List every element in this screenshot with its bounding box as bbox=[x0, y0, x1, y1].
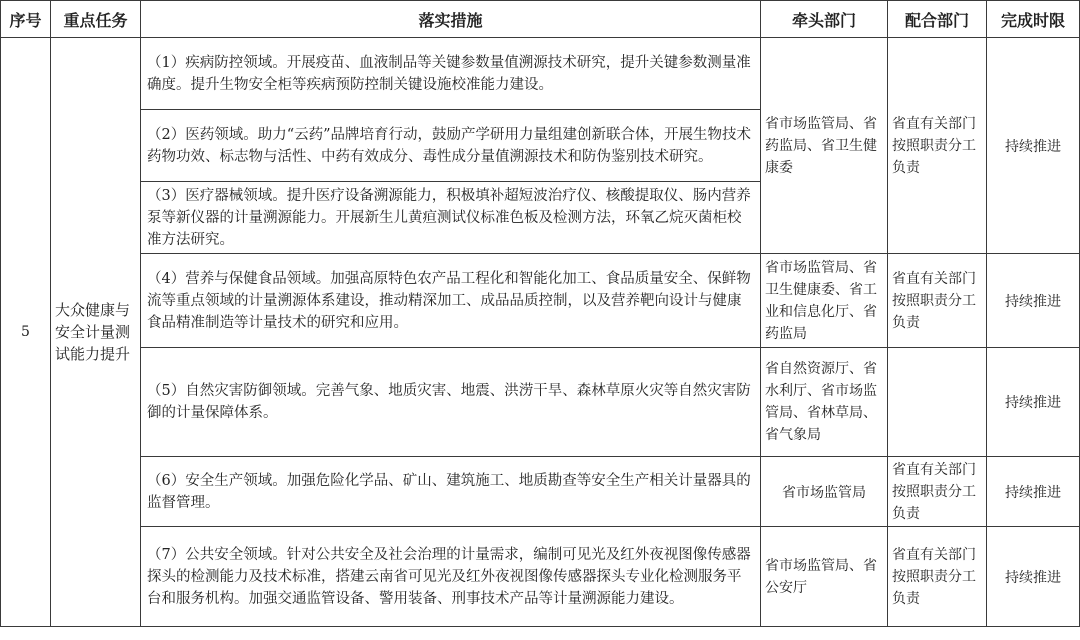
measure-cell-7: （7）公共安全领域。针对公共安全及社会治理的计量需求，编制可见光及红外夜视图像传感器探头的检测能力及技术标准，搭建云南省可见光及红外夜视图像传感器探头专业化检测服务平台和服务机构。加强交通监管设备、警用装备、刑事技术产品等计量溯源能力建设。 bbox=[141, 527, 761, 627]
lead-cell-a: 省市场监管局、省药监局、省卫生健康委 bbox=[761, 38, 888, 254]
lead-cell-e: 省市场监管局、省公安厅 bbox=[761, 527, 888, 627]
lead-cell-b: 省市场监管局、省卫生健康委、省工业和信息化厅、省药监局 bbox=[761, 254, 888, 348]
table-row bbox=[1, 254, 1080, 348]
deadline-cell-e: 持续推进 bbox=[987, 527, 1080, 627]
header-seq: 序号 bbox=[1, 1, 51, 38]
deadline-cell-d: 持续推进 bbox=[987, 457, 1080, 527]
measure-cell-2: （2）医药领域。助力“云药”品牌培育行动，鼓励产学研用力量组建创新联合体，开展生物技术药物功效、标志物与活性、中药有效成分、毒性成分量值溯源技术和防伪鉴别技术研究。 bbox=[141, 110, 761, 182]
coop-cell-c bbox=[888, 348, 987, 457]
deadline-cell-a: 持续推进 bbox=[987, 38, 1080, 254]
header-lead: 牵头部门 bbox=[761, 1, 888, 38]
coop-cell-a: 省直有关部门按照职责分工负责 bbox=[888, 38, 987, 254]
task-text: 大众健康与安全计量测试能力提升 bbox=[55, 301, 131, 363]
table-row bbox=[1, 457, 1080, 527]
coop-cell-b: 省直有关部门按照职责分工负责 bbox=[888, 254, 987, 348]
header-measures: 落实措施 bbox=[141, 1, 761, 38]
header-task: 重点任务 bbox=[51, 1, 141, 38]
measure-cell-4: （4）营养与保健食品领域。加强高原特色农产品工程化和智能化加工、食品质量安全、保鲜物流等重点领域的计量溯源体系建设，推动精深加工、成品品质控制，以及营养靶向设计与健康食品精准制造等计量技术的研究和应用。 bbox=[141, 254, 761, 348]
lead-cell-d: 省市场监管局 bbox=[761, 457, 888, 527]
measure-cell-6: （6）安全生产领域。加强危险化学品、矿山、建筑施工、地质勘查等安全生产相关计量器具的监督管理。 bbox=[141, 457, 761, 527]
header-deadline: 完成时限 bbox=[987, 1, 1080, 38]
coop-cell-e: 省直有关部门按照职责分工负责 bbox=[888, 527, 987, 627]
table-row bbox=[1, 348, 1080, 457]
deadline-cell-b: 持续推进 bbox=[987, 254, 1080, 348]
coop-cell-d: 省直有关部门按照职责分工负责 bbox=[888, 457, 987, 527]
header-row bbox=[1, 1, 1080, 38]
table-row bbox=[1, 527, 1080, 627]
table-row bbox=[1, 38, 1080, 110]
measure-cell-5: （5）自然灾害防御领域。完善气象、地质灾害、地震、洪涝干旱、森林草原火灾等自然灾害防御的计量保障体系。 bbox=[141, 348, 761, 457]
header-coop: 配合部门 bbox=[888, 1, 987, 38]
measure-cell-1: （1）疾病防控领域。开展疫苗、血液制品等关键参数量值溯源技术研究，提升关键参数测量准确度。提升生物安全柜等疾病预防控制关键设施校准能力建设。 bbox=[141, 38, 761, 110]
measure-cell-3: （3）医疗器械领域。提升医疗设备溯源能力，积极填补超短波治疗仪、核酸提取仪、肠内营养泵等新仪器的计量溯源能力。开展新生儿黄疸测试仪标准色板及检测方法，环氧乙烷灭菌柜校准方法研究。 bbox=[141, 182, 761, 254]
seq-cell: 5 bbox=[1, 38, 51, 627]
task-cell bbox=[51, 38, 141, 627]
lead-cell-c: 省自然资源厅、省水利厅、省市场监管局、省林草局、省气象局 bbox=[761, 348, 888, 457]
deadline-cell-c: 持续推进 bbox=[987, 348, 1080, 457]
